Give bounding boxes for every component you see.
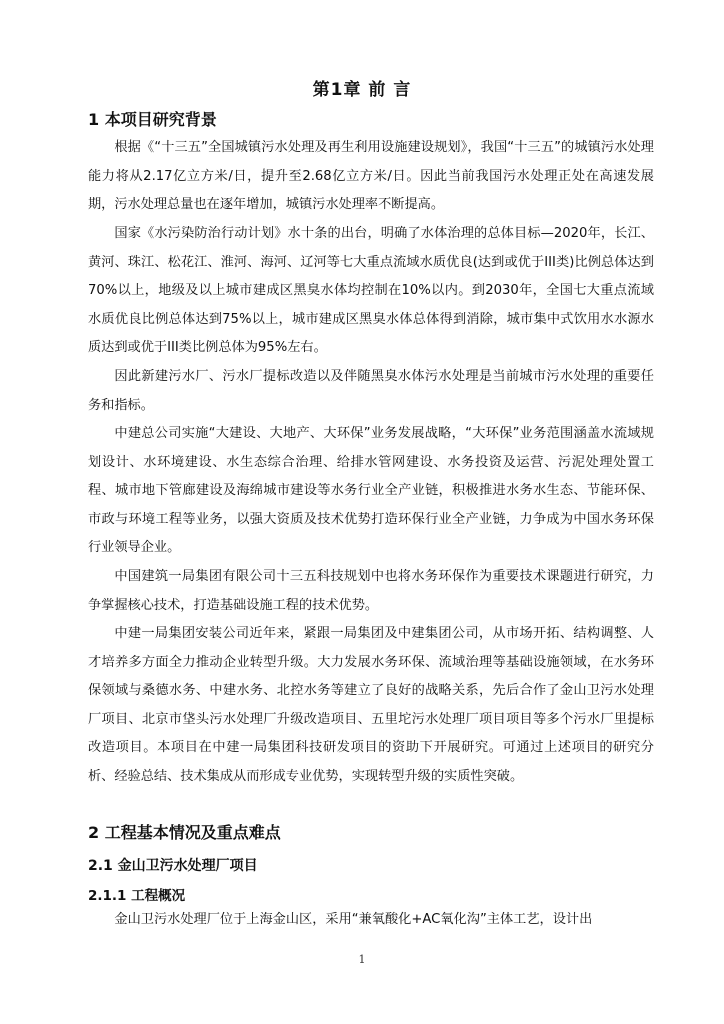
section-2-1-heading: 2.1 金山卫污水处理厂项目 [88,858,258,874]
paragraph-4: 中建总公司实施“大建设、大地产、大环保”业务发展战略，“大环保”业务范围涵盖水流域规划设计、水环境建设、水生态综合治理、给排水管网建设、水务投资及运营、污泥处理处置工程、城市地下管廊建设及海绵城市建设等水务行业全产业链，积极推进水务水生态、节能环保、市政与环境工程等业务，以强大资质及技术优势打造环保行业全产业链，力争成为中国水务环保行业领导企业。 [88,426,654,555]
paragraph-3: 因此新建污水厂、污水厂提标改造以及伴随黑臭水体污水处理是当前城市污水处理的重要任务和指标。 [88,369,654,413]
section-1-heading: 1 本项目研究背景 [88,110,217,129]
paragraph-5: 中国建筑一局集团有限公司十三五科技规划中也将水务环保作为重要技术课题进行研究，力争掌握核心技术，打造基础设施工程的技术优势。 [88,569,654,613]
page-number: 1 [358,953,366,966]
paragraph-2: 国家《水污染防治行动计划》水十条的出台，明确了水体治理的总体目标—2020年，长江、黄河、珠江、松花江、淮河、海河、辽河等七大重点流域水质优良(达到或优于III类)比例总体达到70%以上，地级及以上城市建成区黑臭水体均控制在10%以内。到2030年，全国七大重点流域水质优良比例总体达到75%以上，城市建成区黑臭水体总体得到消除，城市集中式饮用水水源水质达到或优于III类比例总体为95%左右。 [88,226,654,355]
paragraph-6: 中建一局集团安装公司近年来，紧跟一局集团及中建集团公司，从市场开拓、结构调整、人才培养多方面全力推动企业转型升级。大力发展水务环保、流域治理等基础设施领域，在水务环保领域与桑德水务、中建水务、北控水务等建立了良好的战略关系，先后合作了金山卫污水处理厂项目、北京市垡头污水处理厂升级改造项目、五里坨污水处理厂项目项目等多个污水厂里提标改造项目。本项目在中建一局集团科技研发项目的资助下开展研究。可通过上述项目的研究分析、经验总结、技术集成从而形成专业优势，实现转型升级的实质性突破。 [88,626,654,784]
paragraph-7: 金山卫污水处理厂位于上海金山区，采用“兼氧酸化+AC氧化沟”主体工艺，设计出 [114,912,593,927]
section-2-heading: 2 工程基本情况及重点难点 [88,823,281,842]
chapter-title: 第1章 前 言 [312,80,412,100]
paragraph-1: 根据《“十三五”全国城镇污水处理及再生利用设施建设规划》，我国“十三五”的城镇污水处理能力将从2.17亿立方米/日，提升至2.68亿立方米/日。因此当前我国污水处理正处在高速发展期，污水处理总量也在逐年增加，城镇污水处理率不断提高。 [88,140,654,212]
section-2-1-1-heading: 2.1.1 工程概况 [88,888,186,904]
